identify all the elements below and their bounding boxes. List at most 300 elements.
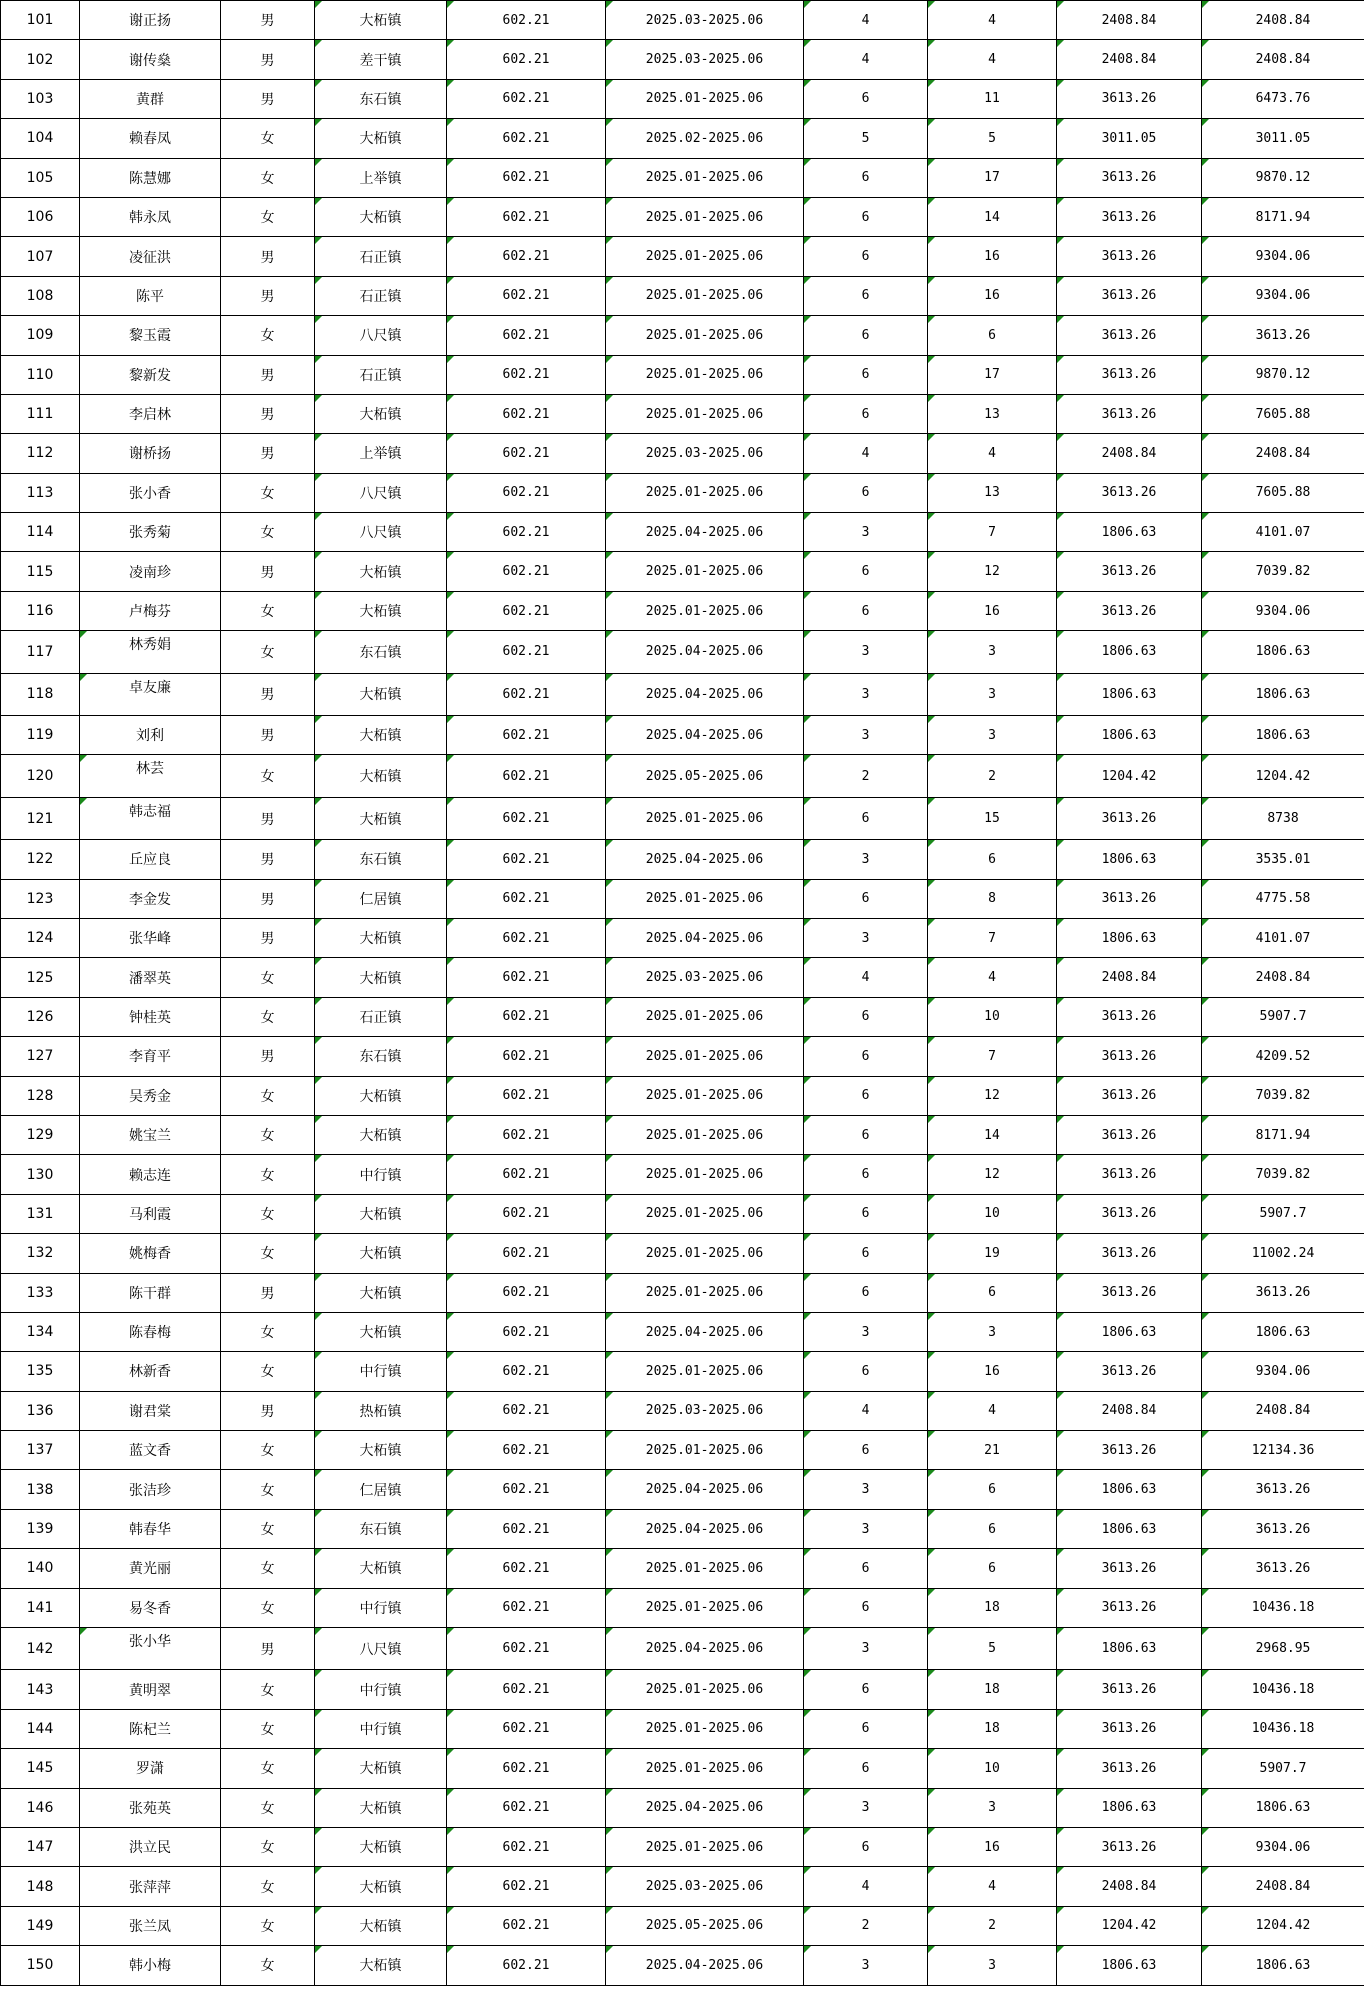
person-name-cell: 罗潇 bbox=[80, 1749, 221, 1788]
monthly-standard-cell: 602.21 bbox=[447, 1037, 606, 1076]
town-cell: 仁居镇 bbox=[315, 879, 447, 918]
months-count-cell: 3 bbox=[804, 1312, 928, 1351]
total-amount-cell: 4101.07 bbox=[1202, 918, 1364, 957]
table-row bbox=[1, 394, 1364, 433]
total-amount-cell: 9870.12 bbox=[1202, 158, 1364, 197]
monthly-standard-cell: 602.21 bbox=[447, 1788, 606, 1827]
row-number-cell: 114 bbox=[1, 513, 80, 552]
gender-cell: 男 bbox=[221, 394, 315, 433]
total-amount-cell: 1806.63 bbox=[1202, 631, 1364, 673]
row-number-cell: 120 bbox=[1, 755, 80, 797]
town-cell: 八尺镇 bbox=[315, 1628, 447, 1670]
total-months-cell: 2 bbox=[928, 1906, 1057, 1945]
row-number-cell: 113 bbox=[1, 473, 80, 512]
row-number-cell: 139 bbox=[1, 1509, 80, 1548]
period-amount-cell: 3613.26 bbox=[1057, 1549, 1202, 1588]
total-amount-cell: 1806.63 bbox=[1202, 1788, 1364, 1827]
period-amount-cell: 3613.26 bbox=[1057, 1037, 1202, 1076]
monthly-standard-cell: 602.21 bbox=[447, 513, 606, 552]
row-number-cell: 149 bbox=[1, 1906, 80, 1945]
subsidy-period-cell: 2025.01-2025.06 bbox=[606, 1352, 804, 1391]
gender-cell: 女 bbox=[221, 119, 315, 158]
person-name-cell: 陈春梅 bbox=[80, 1312, 221, 1351]
town-cell: 八尺镇 bbox=[315, 316, 447, 355]
subsidy-period-cell: 2025.01-2025.06 bbox=[606, 276, 804, 315]
monthly-standard-cell: 602.21 bbox=[447, 1273, 606, 1312]
period-amount-cell: 1806.63 bbox=[1057, 1470, 1202, 1509]
row-number-cell: 132 bbox=[1, 1234, 80, 1273]
subsidy-period-cell: 2025.01-2025.06 bbox=[606, 1273, 804, 1312]
row-number-cell: 128 bbox=[1, 1076, 80, 1115]
total-amount-cell: 1204.42 bbox=[1202, 1906, 1364, 1945]
monthly-standard-cell: 602.21 bbox=[447, 237, 606, 276]
town-cell: 中行镇 bbox=[315, 1588, 447, 1627]
total-months-cell: 10 bbox=[928, 997, 1057, 1036]
person-name-cell: 张萍萍 bbox=[80, 1867, 221, 1906]
subsidy-period-cell: 2025.01-2025.06 bbox=[606, 1709, 804, 1748]
total-amount-cell: 9304.06 bbox=[1202, 1352, 1364, 1391]
row-number-cell: 101 bbox=[1, 1, 80, 40]
total-amount-cell: 2408.84 bbox=[1202, 40, 1364, 79]
total-months-cell: 3 bbox=[928, 631, 1057, 673]
gender-cell: 女 bbox=[221, 1749, 315, 1788]
person-name-cell: 韩春华 bbox=[80, 1509, 221, 1548]
total-amount-cell: 7039.82 bbox=[1202, 552, 1364, 591]
months-count-cell: 2 bbox=[804, 1906, 928, 1945]
gender-cell: 女 bbox=[221, 1076, 315, 1115]
total-amount-cell: 3613.26 bbox=[1202, 1273, 1364, 1312]
total-months-cell: 17 bbox=[928, 355, 1057, 394]
monthly-standard-cell: 602.21 bbox=[447, 1709, 606, 1748]
monthly-standard-cell: 602.21 bbox=[447, 1827, 606, 1866]
total-months-cell: 6 bbox=[928, 840, 1057, 879]
table-row bbox=[1, 1628, 1364, 1670]
subsidy-period-cell: 2025.01-2025.06 bbox=[606, 1037, 804, 1076]
total-months-cell: 10 bbox=[928, 1194, 1057, 1233]
months-count-cell: 3 bbox=[804, 1788, 928, 1827]
months-count-cell: 6 bbox=[804, 197, 928, 236]
period-amount-cell: 3613.26 bbox=[1057, 237, 1202, 276]
town-cell: 仁居镇 bbox=[315, 1470, 447, 1509]
total-months-cell: 16 bbox=[928, 237, 1057, 276]
row-number-cell: 117 bbox=[1, 631, 80, 673]
period-amount-cell: 3613.26 bbox=[1057, 1670, 1202, 1709]
monthly-standard-cell: 602.21 bbox=[447, 997, 606, 1036]
subsidy-period-cell: 2025.01-2025.06 bbox=[606, 879, 804, 918]
period-amount-cell: 1806.63 bbox=[1057, 673, 1202, 715]
gender-cell: 女 bbox=[221, 1588, 315, 1627]
gender-cell: 女 bbox=[221, 997, 315, 1036]
months-count-cell: 6 bbox=[804, 1115, 928, 1154]
town-cell: 石正镇 bbox=[315, 276, 447, 315]
town-cell: 大柘镇 bbox=[315, 1946, 447, 1985]
monthly-standard-cell: 602.21 bbox=[447, 473, 606, 512]
monthly-standard-cell: 602.21 bbox=[447, 1946, 606, 1985]
monthly-standard-cell: 602.21 bbox=[447, 591, 606, 630]
table-row bbox=[1, 1827, 1364, 1866]
gender-cell: 男 bbox=[221, 879, 315, 918]
period-amount-cell: 1806.63 bbox=[1057, 716, 1202, 755]
subsidy-period-cell: 2025.01-2025.06 bbox=[606, 1549, 804, 1588]
person-name-cell: 黎新发 bbox=[80, 355, 221, 394]
subsidy-period-cell: 2025.04-2025.06 bbox=[606, 631, 804, 673]
table-row bbox=[1, 1194, 1364, 1233]
months-count-cell: 6 bbox=[804, 1194, 928, 1233]
gender-cell: 女 bbox=[221, 1194, 315, 1233]
gender-cell: 男 bbox=[221, 1273, 315, 1312]
period-amount-cell: 3613.26 bbox=[1057, 1273, 1202, 1312]
total-amount-cell: 3613.26 bbox=[1202, 1549, 1364, 1588]
person-name-cell: 张苑英 bbox=[80, 1788, 221, 1827]
total-amount-cell: 2408.84 bbox=[1202, 958, 1364, 997]
gender-cell: 女 bbox=[221, 1155, 315, 1194]
subsidy-period-cell: 2025.03-2025.06 bbox=[606, 1867, 804, 1906]
total-months-cell: 17 bbox=[928, 158, 1057, 197]
town-cell: 中行镇 bbox=[315, 1670, 447, 1709]
months-count-cell: 3 bbox=[804, 513, 928, 552]
subsidy-period-cell: 2025.03-2025.06 bbox=[606, 1, 804, 40]
town-cell: 大柘镇 bbox=[315, 1076, 447, 1115]
subsidy-period-cell: 2025.01-2025.06 bbox=[606, 1076, 804, 1115]
gender-cell: 男 bbox=[221, 237, 315, 276]
total-amount-cell: 3535.01 bbox=[1202, 840, 1364, 879]
total-amount-cell: 8171.94 bbox=[1202, 197, 1364, 236]
period-amount-cell: 3613.26 bbox=[1057, 79, 1202, 118]
period-amount-cell: 3613.26 bbox=[1057, 1588, 1202, 1627]
gender-cell: 男 bbox=[221, 434, 315, 473]
row-number-cell: 121 bbox=[1, 797, 80, 839]
town-cell: 大柘镇 bbox=[315, 1431, 447, 1470]
total-months-cell: 11 bbox=[928, 79, 1057, 118]
table-row bbox=[1, 840, 1364, 879]
town-cell: 中行镇 bbox=[315, 1709, 447, 1748]
town-cell: 大柘镇 bbox=[315, 1194, 447, 1233]
table-row bbox=[1, 434, 1364, 473]
row-number-cell: 109 bbox=[1, 316, 80, 355]
subsidy-period-cell: 2025.01-2025.06 bbox=[606, 1827, 804, 1866]
total-amount-cell: 10436.18 bbox=[1202, 1670, 1364, 1709]
town-cell: 大柘镇 bbox=[315, 755, 447, 797]
table-row bbox=[1, 797, 1364, 839]
gender-cell: 男 bbox=[221, 40, 315, 79]
gender-cell: 女 bbox=[221, 1470, 315, 1509]
town-cell: 大柘镇 bbox=[315, 673, 447, 715]
total-amount-cell: 1204.42 bbox=[1202, 755, 1364, 797]
monthly-standard-cell: 602.21 bbox=[447, 1867, 606, 1906]
monthly-standard-cell: 602.21 bbox=[447, 316, 606, 355]
months-count-cell: 6 bbox=[804, 158, 928, 197]
subsidy-period-cell: 2025.03-2025.06 bbox=[606, 40, 804, 79]
months-count-cell: 5 bbox=[804, 119, 928, 158]
total-amount-cell: 7605.88 bbox=[1202, 394, 1364, 433]
gender-cell: 男 bbox=[221, 1037, 315, 1076]
months-count-cell: 6 bbox=[804, 879, 928, 918]
subsidy-period-cell: 2025.01-2025.06 bbox=[606, 552, 804, 591]
table-row bbox=[1, 276, 1364, 315]
person-name-cell: 钟桂英 bbox=[80, 997, 221, 1036]
table-row bbox=[1, 552, 1364, 591]
monthly-standard-cell: 602.21 bbox=[447, 1234, 606, 1273]
town-cell: 大柘镇 bbox=[315, 119, 447, 158]
gender-cell: 男 bbox=[221, 276, 315, 315]
subsidy-period-cell: 2025.01-2025.06 bbox=[606, 1194, 804, 1233]
table-row bbox=[1, 1352, 1364, 1391]
table-row bbox=[1, 1588, 1364, 1627]
months-count-cell: 3 bbox=[804, 1628, 928, 1670]
gender-cell: 女 bbox=[221, 1352, 315, 1391]
town-cell: 东石镇 bbox=[315, 79, 447, 118]
period-amount-cell: 2408.84 bbox=[1057, 1391, 1202, 1430]
table-row bbox=[1, 1391, 1364, 1430]
person-name-cell: 张秀菊 bbox=[80, 513, 221, 552]
monthly-standard-cell: 602.21 bbox=[447, 958, 606, 997]
total-months-cell: 7 bbox=[928, 918, 1057, 957]
row-number-cell: 146 bbox=[1, 1788, 80, 1827]
total-amount-cell: 3613.26 bbox=[1202, 1509, 1364, 1548]
total-months-cell: 18 bbox=[928, 1709, 1057, 1748]
row-number-cell: 148 bbox=[1, 1867, 80, 1906]
total-months-cell: 18 bbox=[928, 1588, 1057, 1627]
person-name-cell: 韩小梅 bbox=[80, 1946, 221, 1985]
monthly-standard-cell: 602.21 bbox=[447, 434, 606, 473]
row-number-cell: 135 bbox=[1, 1352, 80, 1391]
period-amount-cell: 3613.26 bbox=[1057, 1234, 1202, 1273]
table-row bbox=[1, 316, 1364, 355]
period-amount-cell: 1806.63 bbox=[1057, 1628, 1202, 1670]
period-amount-cell: 1806.63 bbox=[1057, 1788, 1202, 1827]
town-cell: 大柘镇 bbox=[315, 1827, 447, 1866]
table-row bbox=[1, 158, 1364, 197]
total-months-cell: 7 bbox=[928, 1037, 1057, 1076]
gender-cell: 男 bbox=[221, 552, 315, 591]
months-count-cell: 2 bbox=[804, 755, 928, 797]
months-count-cell: 6 bbox=[804, 552, 928, 591]
row-number-cell: 124 bbox=[1, 918, 80, 957]
table-row bbox=[1, 119, 1364, 158]
table-row bbox=[1, 673, 1364, 715]
months-count-cell: 6 bbox=[804, 1749, 928, 1788]
monthly-standard-cell: 602.21 bbox=[447, 1549, 606, 1588]
subsidy-period-cell: 2025.02-2025.06 bbox=[606, 119, 804, 158]
monthly-standard-cell: 602.21 bbox=[447, 1155, 606, 1194]
total-amount-cell: 3613.26 bbox=[1202, 316, 1364, 355]
subsidy-period-cell: 2025.01-2025.06 bbox=[606, 1588, 804, 1627]
town-cell: 大柘镇 bbox=[315, 958, 447, 997]
person-name-cell: 谢传燊 bbox=[80, 40, 221, 79]
period-amount-cell: 3613.26 bbox=[1057, 1749, 1202, 1788]
person-name-cell: 陈干群 bbox=[80, 1273, 221, 1312]
town-cell: 热柘镇 bbox=[315, 1391, 447, 1430]
months-count-cell: 6 bbox=[804, 1709, 928, 1748]
total-months-cell: 4 bbox=[928, 40, 1057, 79]
person-name-cell: 张小香 bbox=[80, 473, 221, 512]
monthly-standard-cell: 602.21 bbox=[447, 355, 606, 394]
monthly-standard-cell: 602.21 bbox=[447, 1588, 606, 1627]
total-amount-cell: 4101.07 bbox=[1202, 513, 1364, 552]
row-number-cell: 134 bbox=[1, 1312, 80, 1351]
person-name-cell: 赖春凤 bbox=[80, 119, 221, 158]
monthly-standard-cell: 602.21 bbox=[447, 40, 606, 79]
subsidy-period-cell: 2025.01-2025.06 bbox=[606, 473, 804, 512]
person-name-cell: 黄光丽 bbox=[80, 1549, 221, 1588]
total-amount-cell: 12134.36 bbox=[1202, 1431, 1364, 1470]
total-months-cell: 3 bbox=[928, 1946, 1057, 1985]
gender-cell: 女 bbox=[221, 958, 315, 997]
town-cell: 东石镇 bbox=[315, 1037, 447, 1076]
total-amount-cell: 5907.7 bbox=[1202, 1749, 1364, 1788]
total-months-cell: 13 bbox=[928, 473, 1057, 512]
months-count-cell: 6 bbox=[804, 591, 928, 630]
total-amount-cell: 5907.7 bbox=[1202, 1194, 1364, 1233]
monthly-standard-cell: 602.21 bbox=[447, 1115, 606, 1154]
row-number-cell: 102 bbox=[1, 40, 80, 79]
gender-cell: 女 bbox=[221, 755, 315, 797]
table-row bbox=[1, 1155, 1364, 1194]
gender-cell: 女 bbox=[221, 1788, 315, 1827]
months-count-cell: 6 bbox=[804, 1155, 928, 1194]
period-amount-cell: 3613.26 bbox=[1057, 1155, 1202, 1194]
gender-cell: 男 bbox=[221, 716, 315, 755]
row-number-cell: 144 bbox=[1, 1709, 80, 1748]
subsidy-period-cell: 2025.01-2025.06 bbox=[606, 197, 804, 236]
person-name-cell: 潘翠英 bbox=[80, 958, 221, 997]
gender-cell: 男 bbox=[221, 797, 315, 839]
gender-cell: 女 bbox=[221, 158, 315, 197]
period-amount-cell: 1204.42 bbox=[1057, 1906, 1202, 1945]
row-number-cell: 104 bbox=[1, 119, 80, 158]
total-months-cell: 6 bbox=[928, 316, 1057, 355]
total-amount-cell: 1806.63 bbox=[1202, 716, 1364, 755]
monthly-standard-cell: 602.21 bbox=[447, 1391, 606, 1430]
row-number-cell: 133 bbox=[1, 1273, 80, 1312]
subsidy-period-cell: 2025.01-2025.06 bbox=[606, 237, 804, 276]
person-name-cell: 谢君棠 bbox=[80, 1391, 221, 1430]
total-amount-cell: 8171.94 bbox=[1202, 1115, 1364, 1154]
person-name-cell: 卢梅芬 bbox=[80, 591, 221, 630]
subsidy-period-cell: 2025.01-2025.06 bbox=[606, 797, 804, 839]
town-cell: 差干镇 bbox=[315, 40, 447, 79]
person-name-cell: 李金发 bbox=[80, 879, 221, 918]
row-number-cell: 125 bbox=[1, 958, 80, 997]
row-number-cell: 138 bbox=[1, 1470, 80, 1509]
period-amount-cell: 1806.63 bbox=[1057, 1946, 1202, 1985]
period-amount-cell: 3613.26 bbox=[1057, 158, 1202, 197]
person-name-cell: 李育平 bbox=[80, 1037, 221, 1076]
table-row bbox=[1, 237, 1364, 276]
town-cell: 大柘镇 bbox=[315, 1867, 447, 1906]
gender-cell: 女 bbox=[221, 1670, 315, 1709]
gender-cell: 女 bbox=[221, 1509, 315, 1548]
total-amount-cell: 1806.63 bbox=[1202, 673, 1364, 715]
town-cell: 石正镇 bbox=[315, 997, 447, 1036]
table-row bbox=[1, 1076, 1364, 1115]
table-row bbox=[1, 716, 1364, 755]
subsidy-period-cell: 2025.01-2025.06 bbox=[606, 997, 804, 1036]
subsidy-period-cell: 2025.04-2025.06 bbox=[606, 1788, 804, 1827]
town-cell: 大柘镇 bbox=[315, 1234, 447, 1273]
monthly-standard-cell: 602.21 bbox=[447, 1312, 606, 1351]
gender-cell: 女 bbox=[221, 1431, 315, 1470]
table-row bbox=[1, 473, 1364, 512]
period-amount-cell: 3613.26 bbox=[1057, 797, 1202, 839]
person-name-cell: 凌征洪 bbox=[80, 237, 221, 276]
months-count-cell: 4 bbox=[804, 1391, 928, 1430]
row-number-cell: 131 bbox=[1, 1194, 80, 1233]
table-row bbox=[1, 1312, 1364, 1351]
months-count-cell: 6 bbox=[804, 1588, 928, 1627]
total-months-cell: 5 bbox=[928, 119, 1057, 158]
town-cell: 上举镇 bbox=[315, 434, 447, 473]
gender-cell: 男 bbox=[221, 1, 315, 40]
months-count-cell: 6 bbox=[804, 355, 928, 394]
row-number-cell: 137 bbox=[1, 1431, 80, 1470]
total-months-cell: 16 bbox=[928, 1827, 1057, 1866]
table-row bbox=[1, 1749, 1364, 1788]
total-months-cell: 14 bbox=[928, 1115, 1057, 1154]
months-count-cell: 3 bbox=[804, 840, 928, 879]
row-number-cell: 110 bbox=[1, 355, 80, 394]
subsidy-period-cell: 2025.04-2025.06 bbox=[606, 673, 804, 715]
total-months-cell: 2 bbox=[928, 755, 1057, 797]
town-cell: 大柘镇 bbox=[315, 552, 447, 591]
subsidy-period-cell: 2025.04-2025.06 bbox=[606, 1946, 804, 1985]
period-amount-cell: 3613.26 bbox=[1057, 879, 1202, 918]
monthly-standard-cell: 602.21 bbox=[447, 1628, 606, 1670]
table-row bbox=[1, 1115, 1364, 1154]
months-count-cell: 4 bbox=[804, 1867, 928, 1906]
period-amount-cell: 2408.84 bbox=[1057, 434, 1202, 473]
town-cell: 大柘镇 bbox=[315, 1549, 447, 1588]
period-amount-cell: 1806.63 bbox=[1057, 513, 1202, 552]
period-amount-cell: 3613.26 bbox=[1057, 316, 1202, 355]
months-count-cell: 6 bbox=[804, 276, 928, 315]
town-cell: 中行镇 bbox=[315, 1155, 447, 1194]
town-cell: 大柘镇 bbox=[315, 1273, 447, 1312]
total-amount-cell: 3613.26 bbox=[1202, 1470, 1364, 1509]
person-name-cell: 易冬香 bbox=[80, 1588, 221, 1627]
table-row bbox=[1, 879, 1364, 918]
row-number-cell: 111 bbox=[1, 394, 80, 433]
table-row bbox=[1, 513, 1364, 552]
row-number-cell: 129 bbox=[1, 1115, 80, 1154]
total-amount-cell: 5907.7 bbox=[1202, 997, 1364, 1036]
row-number-cell: 112 bbox=[1, 434, 80, 473]
table-row bbox=[1, 1431, 1364, 1470]
town-cell: 大柘镇 bbox=[315, 1312, 447, 1351]
gender-cell: 女 bbox=[221, 1827, 315, 1866]
person-name-cell: 赖志连 bbox=[80, 1155, 221, 1194]
months-count-cell: 6 bbox=[804, 316, 928, 355]
total-months-cell: 3 bbox=[928, 716, 1057, 755]
table-row bbox=[1, 631, 1364, 673]
gender-cell: 男 bbox=[221, 1391, 315, 1430]
months-count-cell: 3 bbox=[804, 631, 928, 673]
subsidy-period-cell: 2025.04-2025.06 bbox=[606, 1470, 804, 1509]
period-amount-cell: 1806.63 bbox=[1057, 840, 1202, 879]
period-amount-cell: 3613.26 bbox=[1057, 997, 1202, 1036]
total-amount-cell: 2408.84 bbox=[1202, 434, 1364, 473]
row-number-cell: 140 bbox=[1, 1549, 80, 1588]
total-amount-cell: 2408.84 bbox=[1202, 1867, 1364, 1906]
total-months-cell: 14 bbox=[928, 197, 1057, 236]
table-row bbox=[1, 1549, 1364, 1588]
subsidy-period-cell: 2025.05-2025.06 bbox=[606, 755, 804, 797]
months-count-cell: 6 bbox=[804, 79, 928, 118]
person-name-cell: 张兰凤 bbox=[80, 1906, 221, 1945]
period-amount-cell: 2408.84 bbox=[1057, 1, 1202, 40]
total-amount-cell: 9304.06 bbox=[1202, 276, 1364, 315]
total-months-cell: 4 bbox=[928, 434, 1057, 473]
